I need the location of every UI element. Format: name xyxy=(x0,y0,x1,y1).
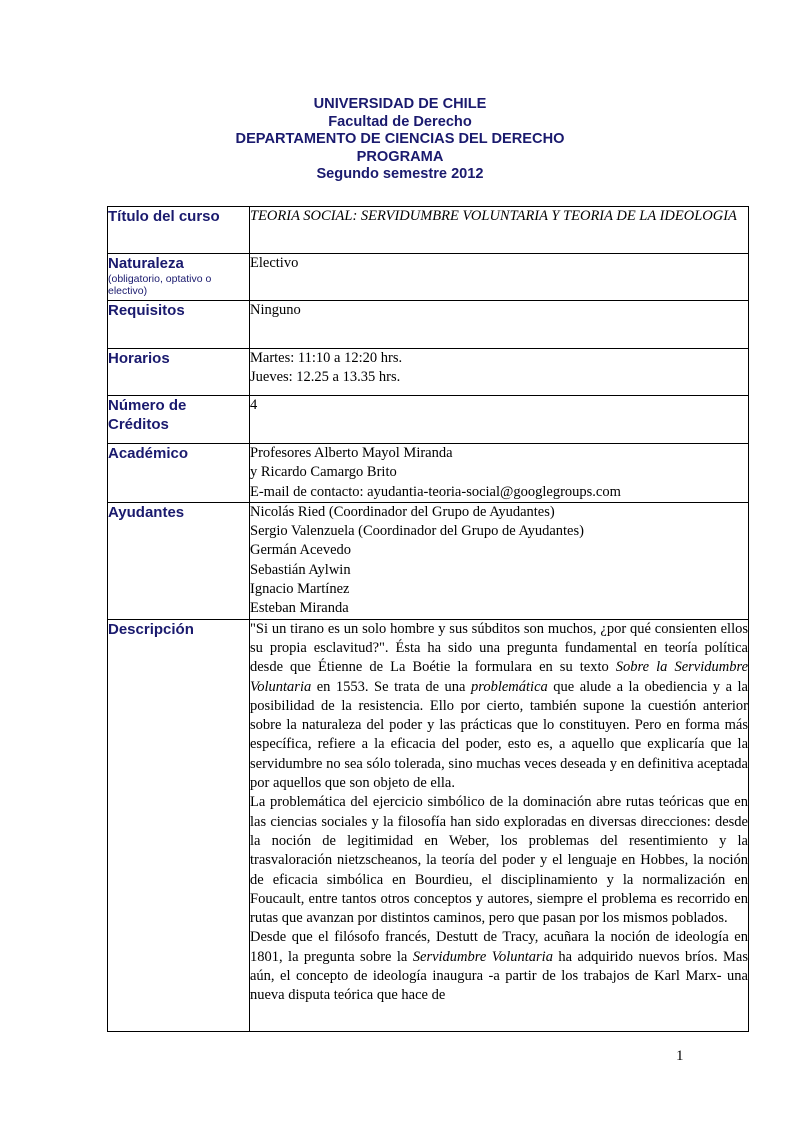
department-name: DEPARTAMENTO DE CIENCIAS DEL DERECHO xyxy=(235,131,565,147)
descripcion-text xyxy=(250,619,749,1031)
label-naturaleza-sub: (obligatorio, optativo o electivo) xyxy=(108,273,212,297)
p3-text-a: Desde que el filósofo francés, Destutt de Tracy, acuñara la noción de ideología en 1801, la pregunta sobre la xyxy=(250,929,748,965)
label-horarios: Horarios xyxy=(108,349,250,396)
descripcion-paragraph-2: La problemática del ejercicio simbólico de la dominación abre rutas teóricas que en las ciencias sociales y la filosofía han sido exploradas en diversas direcciones: desde la noción de legitimidad en Weber, los problemas del resentimiento y la trasvaloración nietzscheanos, la teoría del poder y el lenguaje en Hobbes, la noción de eficacia simbólica en Bourdieu, el disciplinamiento y la normalización en Foucault, entre tantos otros conceptos y autores, siempre el problema es recorrido en rutas que avanzan por distintos caminos, pero que pasan por los mismos poblados. xyxy=(250,794,748,927)
semester: Segundo semestre 2012 xyxy=(316,166,484,182)
descripcion-paragraph-1 xyxy=(250,620,748,794)
p1-text-b: en 1553. Se trata de una xyxy=(311,678,471,695)
descripcion-paragraph-3 xyxy=(250,928,748,1005)
ayudante-item: Sergio Valenzuela (Coordinador del Grupo de Ayudantes) xyxy=(250,523,584,540)
label-creditos-line2: Créditos xyxy=(108,416,169,433)
ayudante-item: Nicolás Ried (Coordinador del Grupo de Ayudantes) xyxy=(250,503,555,520)
label-requisitos: Requisitos xyxy=(108,301,250,349)
row-descripcion xyxy=(108,619,749,1031)
row-creditos xyxy=(108,396,749,444)
contact-email: E-mail de contacto: ayudantia-teoria-social@googlegroups.com xyxy=(250,483,621,500)
p1-text-c: que alude a la obediencia y a la posibilidad de la resistencia. Ello por cierto, también supone la cuestión anterior sobre la naturaleza del poder y las prácticas que lo constituyen. Pero en forma más específica, refiere a la eficacia del poder, esto es, a aquello que explicaría que la servidumbre no sea sólo tolerada, sino muchas veces deseada y en definitiva aceptada por aquellos que son objeto de ella. xyxy=(250,678,748,792)
program-heading: PROGRAMA xyxy=(356,148,444,165)
row-horarios xyxy=(108,349,749,396)
label-creditos xyxy=(108,396,250,444)
horario-martes: Martes: 11:10 a 12:20 hrs. xyxy=(250,350,403,366)
row-naturaleza xyxy=(108,254,749,301)
label-ayudantes: Ayudantes xyxy=(108,502,250,619)
p1-text-a: "Si un tirano es un solo hombre y sus súbditos son muchos, ¿por qué consienten ellos su propia esclavitud?". Ésta ha sido una pregunta fundamental en teoría política desde que Étienne de La Boétie la formulara en su texto xyxy=(250,620,748,676)
ayudantes-list xyxy=(250,502,749,619)
ayudante-item: Germán Acevedo xyxy=(250,542,352,559)
ayudante-item: Sebastián Aylwin xyxy=(250,561,351,578)
naturaleza-value: Electivo xyxy=(250,254,749,301)
ayudante-item: Ignacio Martínez xyxy=(250,581,350,598)
academico-value xyxy=(250,444,749,503)
label-naturaleza-text: Naturaleza xyxy=(108,255,184,272)
course-title: TEORIA SOCIAL: SERVIDUMBRE VOLUNTARIA Y TEORIA DE LA IDEOLOGIA xyxy=(250,207,749,254)
p3-text-b: ha adquirido nuevos bríos. Mas aún, el concepto de ideología inaugura -a partir de los trabajos de Karl Marx- una nueva disputa teórica que hace de xyxy=(250,948,748,1004)
label-creditos-line1: Número de xyxy=(108,397,187,414)
academico-line2: y Ricardo Camargo Brito xyxy=(250,464,397,481)
row-requisitos xyxy=(108,301,749,349)
academico-line1: Profesores Alberto Mayol Miranda xyxy=(250,445,453,461)
p3-emphasis: Servidumbre Voluntaria xyxy=(412,948,553,965)
horarios-value xyxy=(250,349,749,396)
faculty-name: Facultad de Derecho xyxy=(328,113,472,130)
label-naturaleza xyxy=(108,254,250,301)
university-name: UNIVERSIDAD DE CHILE xyxy=(313,96,487,112)
page-number: 1 xyxy=(676,1048,684,1064)
requisitos-value: Ninguno xyxy=(250,301,749,349)
label-titulo: Título del curso xyxy=(108,207,250,254)
row-academico xyxy=(108,444,749,503)
creditos-value: 4 xyxy=(250,396,749,444)
document-header xyxy=(0,96,800,184)
ayudante-item: Esteban Miranda xyxy=(250,600,349,617)
p1-emphasis: problemática xyxy=(470,678,548,695)
label-descripcion: Descripción xyxy=(108,619,250,1031)
p1-book-title: Sobre la Servidumbre Voluntaria xyxy=(250,659,748,695)
program-table xyxy=(107,206,749,1032)
label-academico: Académico xyxy=(108,444,250,503)
row-ayudantes xyxy=(108,502,749,619)
horario-jueves: Jueves: 12.25 a 13.35 hrs. xyxy=(250,369,401,386)
row-titulo xyxy=(108,207,749,254)
